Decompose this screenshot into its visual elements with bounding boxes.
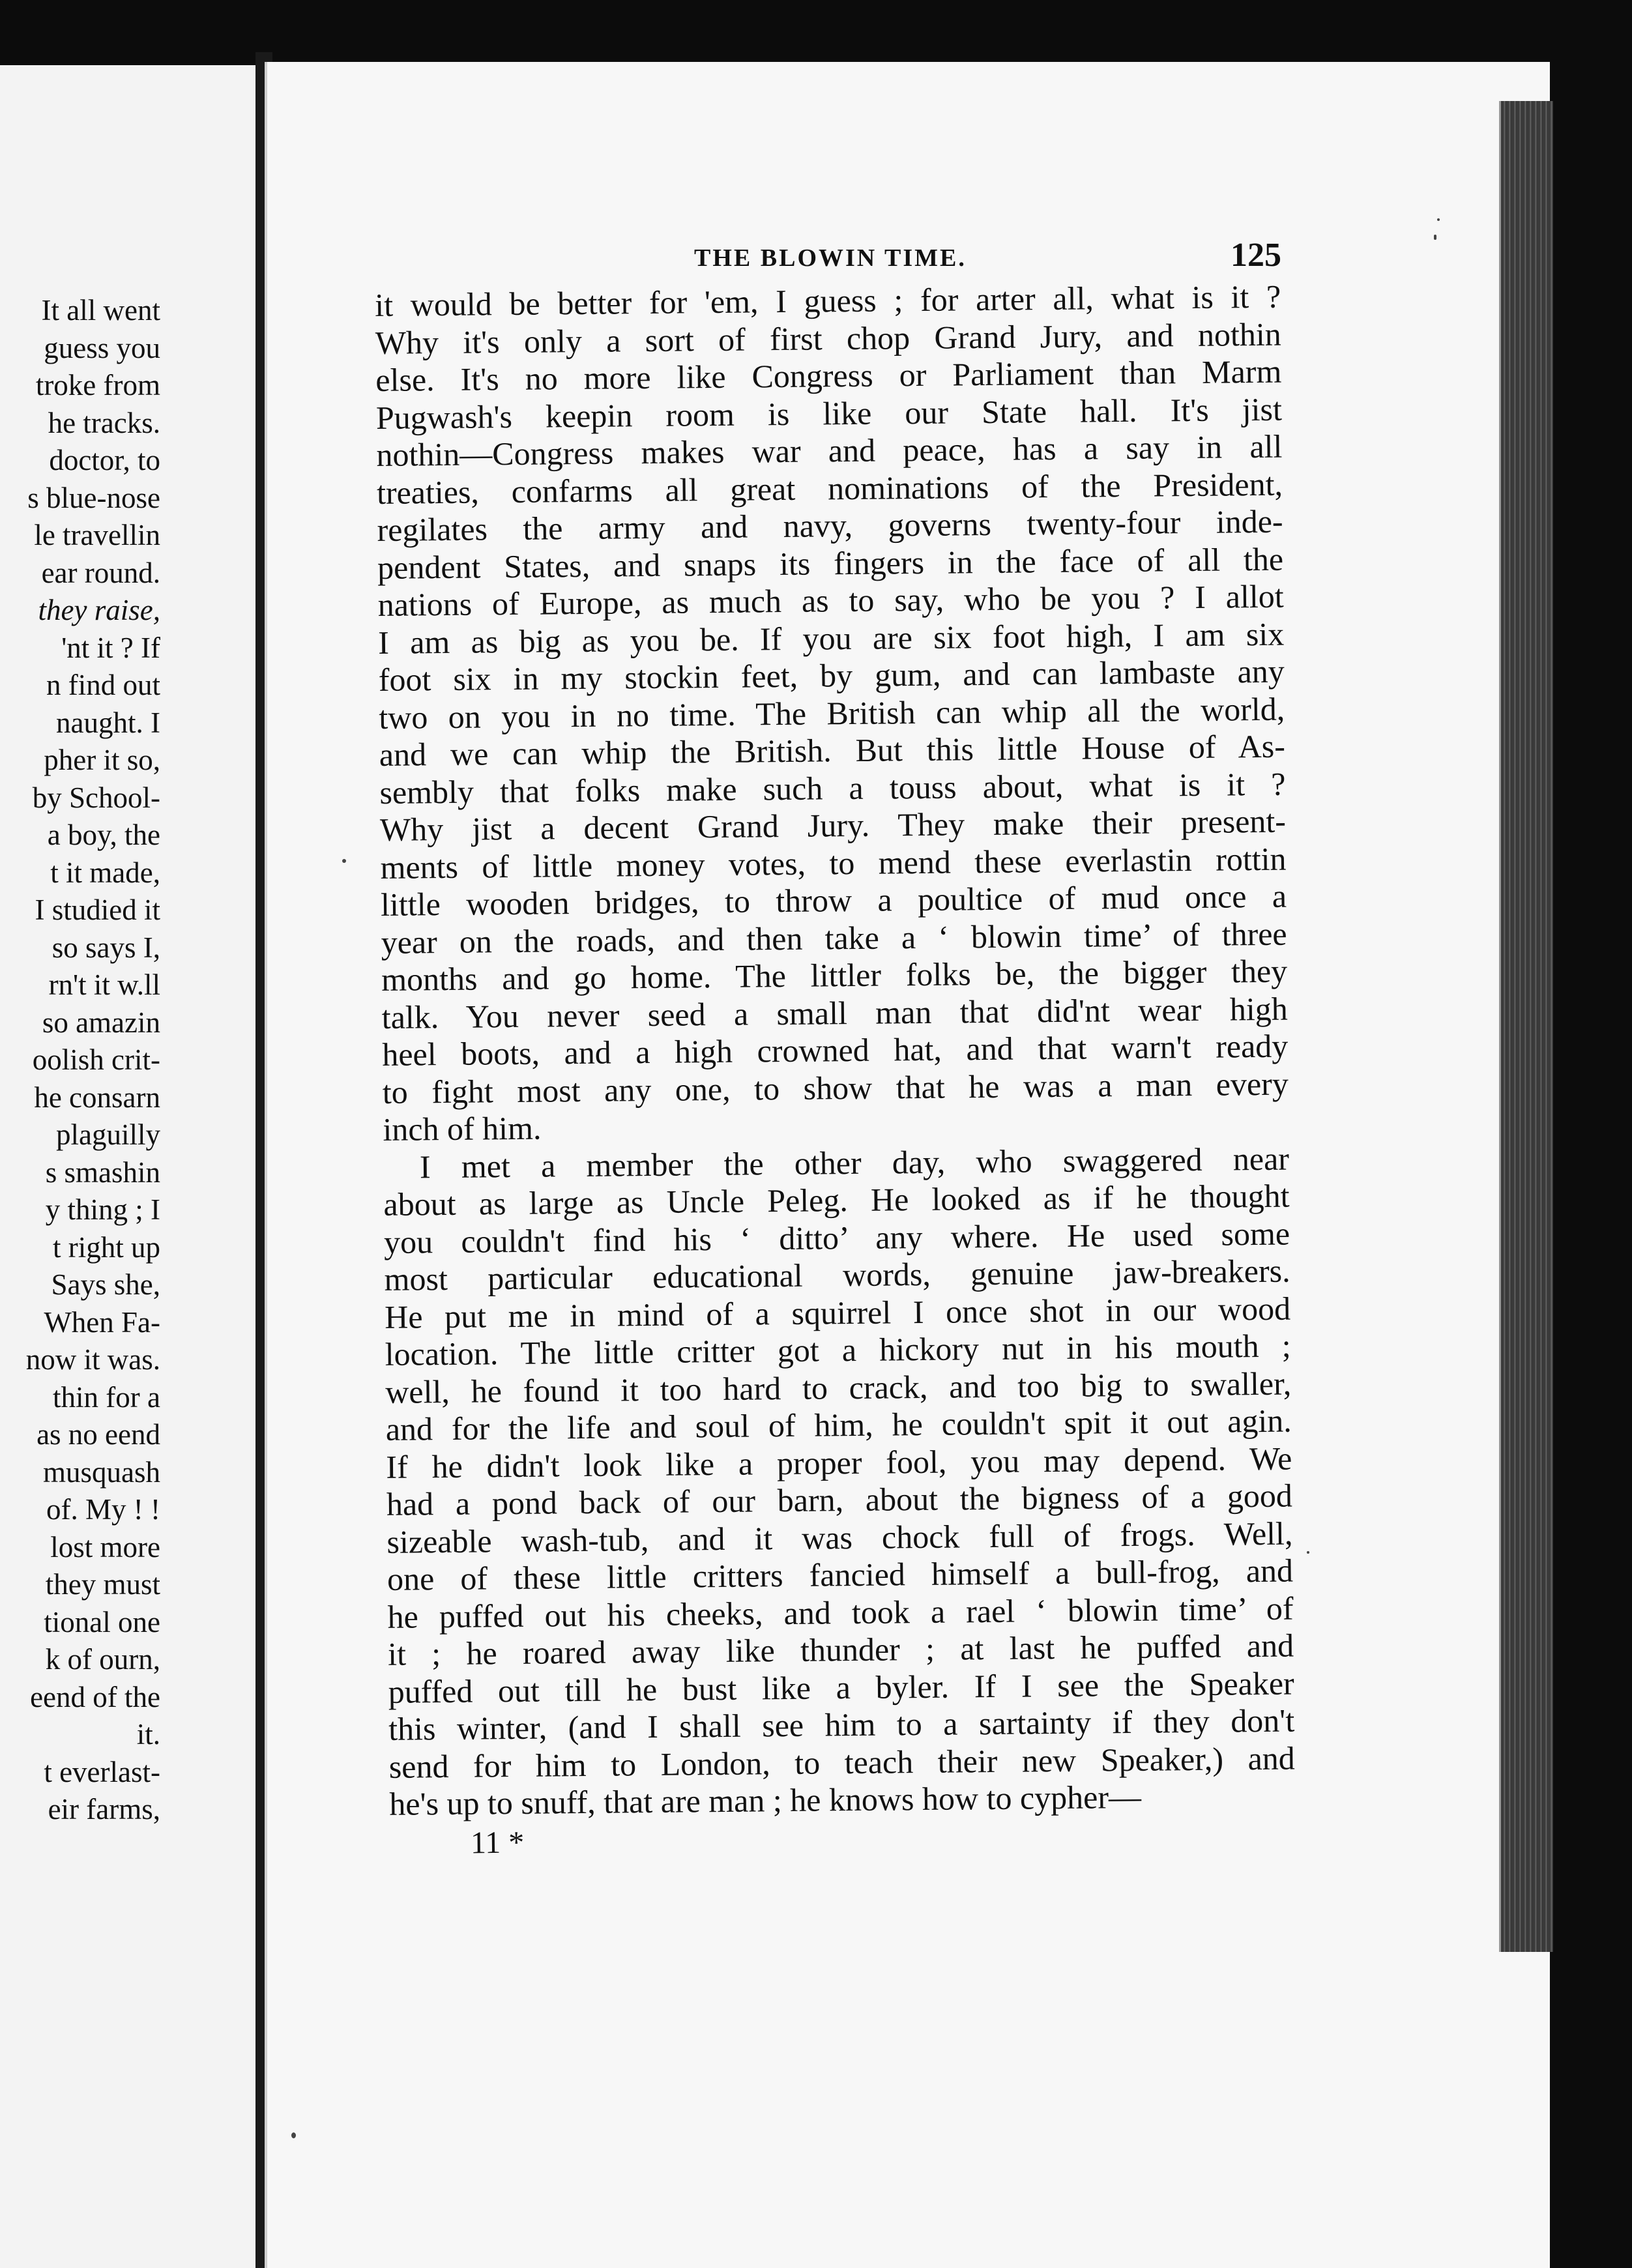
ink-speck xyxy=(1434,235,1436,240)
left-page-line: ear round. xyxy=(41,556,160,589)
running-head: THE BLOWIN TIME. xyxy=(694,244,967,272)
text-line: to fight most any one, to show that he was a man every xyxy=(382,1065,1289,1111)
text-line: he's up to snuff, that are man ; he knows how to cypher— xyxy=(389,1778,1142,1822)
text-line: it ; he roared away like thunder ; at last he puffed and xyxy=(387,1627,1294,1672)
text-line: sembly that folks make such a touss about, what is it ? xyxy=(379,765,1286,811)
body-text xyxy=(375,278,1296,1824)
left-page-line: oolish crit- xyxy=(32,1043,160,1076)
left-page-line: n find out xyxy=(46,669,160,701)
left-page-line: 'nt it ? If xyxy=(61,631,160,664)
left-page-line: he consarn xyxy=(34,1081,160,1114)
text-line: and for the life and soul of him, he couldn't spit it out agin. xyxy=(385,1402,1292,1447)
text-line: he puffed out his cheeks, and took a rael ‘ blowin time’ of xyxy=(387,1590,1294,1635)
text-line: talk. You never seed a small man that did'nt wear high xyxy=(381,990,1288,1036)
text-line: nothin—Congress makes war and peace, has a say in all xyxy=(376,428,1283,473)
left-page-line: now it was. xyxy=(25,1343,160,1376)
ink-speck xyxy=(1437,218,1440,221)
text-line: Why it's only a sort of first chop Grand Jury, and nothin xyxy=(375,315,1282,361)
text-line: you couldn't find his ‘ ditto’ any where. He used some xyxy=(383,1215,1290,1260)
text-line: regilates the army and navy, governs twenty-four inde- xyxy=(377,502,1283,548)
left-page-line: eend of the xyxy=(30,1680,160,1713)
left-page-line: of. My ! ! xyxy=(46,1493,160,1526)
left-page-line: troke from xyxy=(35,369,160,401)
left-page-line: by School- xyxy=(32,781,160,814)
left-page-line: they must xyxy=(45,1568,160,1601)
left-page-line: plaguilly xyxy=(56,1118,160,1151)
signature-mark: 11 * xyxy=(470,1825,525,1861)
left-page-line: pher it so, xyxy=(44,744,160,776)
left-page-line: t right up xyxy=(53,1230,160,1264)
left-page-line: t it made, xyxy=(50,856,160,889)
text-line: little wooden bridges, to throw a poultice of mud once a xyxy=(380,877,1287,923)
text-line: sizeable wash-tub, and it was chock full of frogs. Well, xyxy=(386,1515,1293,1560)
text-line: I am as big as you be. If you are six foot high, I am six xyxy=(377,615,1285,661)
text-line: Pugwash's keepin room is like our State hall. It's jist xyxy=(375,390,1283,436)
text-line: If he didn't look like a proper fool, you may depend. We xyxy=(386,1440,1292,1485)
ink-speck xyxy=(342,859,346,863)
text-line: treaties, confarms all great nominations of the President, xyxy=(376,465,1283,511)
text-line: else. It's no more like Congress or Parliament than Marm xyxy=(375,353,1282,398)
left-page-line: s blue-nose xyxy=(27,481,160,514)
left-page-line: lost more xyxy=(50,1530,160,1563)
text-line: He put me in mind of a squirrel I once shot in our wood xyxy=(384,1290,1291,1335)
text-line: months and go home. The littler folks be, the bigger they xyxy=(381,952,1288,998)
text-line: foot six in my stockin feet, by gum, and can lambaste any xyxy=(378,652,1285,698)
text-line: send for him to London, to teach their new Speaker,) and xyxy=(388,1739,1295,1785)
text-line: and we can whip the British. But this little House of As- xyxy=(379,727,1286,773)
text-line: heel boots, and a high crowned hat, and that warn't ready xyxy=(382,1027,1289,1073)
left-page-line: guess you xyxy=(44,331,160,364)
text-line: one of these little critters fancied himself a bull-frog, and xyxy=(386,1552,1294,1597)
left-page-line: a boy, the xyxy=(47,819,160,851)
left-page-line: he tracks. xyxy=(48,406,160,439)
text-line: two on you in no time. The British can whip all the world, xyxy=(379,690,1285,736)
left-page-line: thin for a xyxy=(53,1380,160,1414)
left-page-line: tional one xyxy=(44,1605,160,1638)
text-line: location. The little critter got a hickory nut in his mouth ; xyxy=(385,1327,1291,1373)
text-line: it would be better for 'em, I guess ; for arter all, what is it ? xyxy=(375,278,1281,323)
left-page-line: When Fa- xyxy=(44,1305,160,1339)
text-line: year on the roads, and then take a ‘ blowin time’ of three xyxy=(381,915,1287,961)
text-line: inch of him. xyxy=(383,1109,542,1148)
text-line: ments of little money votes, to mend these everlastin rottin xyxy=(380,840,1287,886)
left-page-line: le travellin xyxy=(34,519,160,551)
left-page-line: I studied it xyxy=(35,894,160,926)
left-page-line: k of ourn, xyxy=(45,1643,160,1676)
left-page-line: s smashin xyxy=(45,1156,160,1189)
left-page-line: so amazin xyxy=(42,1006,160,1039)
ink-speck xyxy=(291,2132,296,2138)
left-page-line: doctor, to xyxy=(49,444,160,476)
page-number: 125 xyxy=(1231,237,1281,274)
left-page-line: so says I, xyxy=(51,931,160,964)
text-line: had a pond back of our barn, about the bigness of a good xyxy=(386,1477,1293,1522)
left-page-line: naught. I xyxy=(56,706,160,739)
left-page-line: rn't it w.ll xyxy=(48,968,160,1001)
text-line: well, he found it too hard to crack, and too big to swaller, xyxy=(385,1365,1292,1410)
left-facing-page xyxy=(0,65,255,2268)
left-page-line: eir farms, xyxy=(48,1793,160,1825)
text-line: pendent States, and snaps its fingers in the face of all the xyxy=(377,540,1284,586)
left-page-line: as no eend xyxy=(36,1418,160,1451)
text-line: about as large as Uncle Peleg. He looked as if he thought xyxy=(383,1177,1290,1223)
left-page-line: musquash xyxy=(43,1455,160,1489)
left-page-line: it. xyxy=(136,1718,160,1751)
text-line: this winter, (and I shall see him to a sartainty if they don't xyxy=(388,1702,1295,1747)
page-edges xyxy=(1499,101,1553,1952)
left-page-line: they raise, xyxy=(38,594,160,626)
left-page-text xyxy=(26,292,160,1829)
left-page-line: t everlast- xyxy=(44,1755,160,1788)
text-line: puffed out till he bust like a byler. If I see the Speaker xyxy=(388,1665,1294,1710)
text-line: nations of Europe, as much as to say, who be you ? I allot xyxy=(377,577,1284,623)
text-line: I met a member the other day, who swaggered near xyxy=(419,1140,1290,1185)
ink-speck xyxy=(1307,1551,1309,1554)
text-line: Why jist a decent Grand Jury. They make their present- xyxy=(379,802,1287,848)
left-page-line: It all went xyxy=(41,294,160,327)
left-page-line: Says she, xyxy=(51,1268,160,1301)
text-line: most particular educational words, genuine jaw-breakers. xyxy=(384,1252,1290,1298)
left-page-line: y thing ; I xyxy=(45,1193,160,1226)
